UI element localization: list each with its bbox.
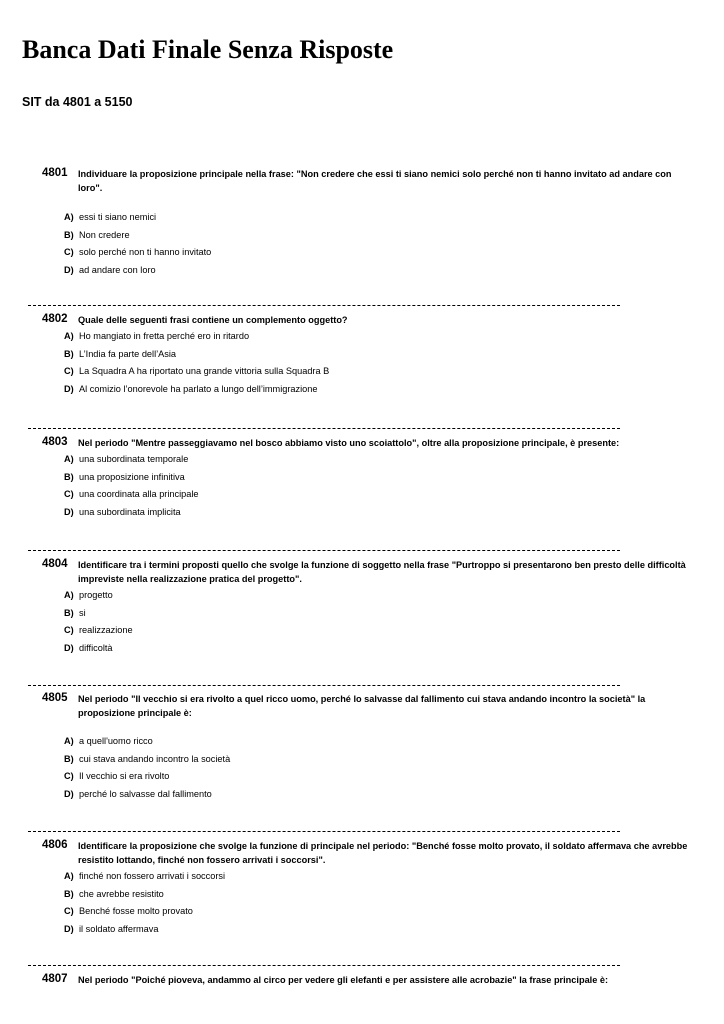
question-number: 4802 [42, 313, 68, 325]
option-letter: D) [64, 788, 74, 799]
option-letter: C) [64, 247, 74, 257]
option-letter: C) [64, 771, 74, 781]
option-c [28, 622, 698, 640]
document-title: Banca Dati Finale Senza Risposte [22, 35, 394, 64]
question-4801 [28, 167, 698, 279]
option-text: perché lo salvasse dal fallimento [79, 788, 212, 799]
option-text: realizzazione [79, 625, 133, 635]
question-separator [28, 685, 620, 687]
question-4802 [28, 313, 698, 398]
option-text: che avrebbe resistito [79, 888, 164, 899]
question-header [28, 313, 698, 327]
option-text: L’India fa parte dell’Asia [79, 348, 177, 359]
option-letter: A) [64, 736, 74, 746]
option-letter: A) [64, 454, 74, 464]
option-text: una subordinata temporale [79, 454, 189, 464]
option-letter: B) [64, 607, 74, 618]
option-text: una coordinata alla principale [79, 489, 199, 499]
option-b [28, 751, 698, 769]
question-header [28, 558, 698, 586]
option-c [28, 486, 698, 504]
question-separator [28, 831, 620, 833]
option-letter: D) [64, 383, 74, 394]
option-c [28, 768, 698, 786]
option-list [28, 733, 698, 803]
question-separator [28, 305, 620, 307]
option-d [28, 640, 698, 658]
option-letter: D) [64, 506, 74, 517]
question-text: Individuare la proposizione principale nella frase: "Non credere che essi ti siano nemici solo perché non ti hanno invitato ad andare con loro". [78, 169, 672, 193]
option-d [28, 921, 698, 939]
option-text: difficoltà [79, 642, 113, 653]
option-a [28, 587, 698, 605]
option-text: essi ti siano nemici [79, 212, 157, 222]
option-letter: B) [64, 471, 74, 482]
question-4805 [28, 692, 698, 803]
option-text: ad andare con loro [79, 264, 156, 275]
option-letter: A) [64, 331, 74, 341]
option-c [28, 244, 698, 262]
option-list [28, 587, 698, 657]
question-text: Nel periodo "Il vecchio si era rivolto a quel ricco uomo, perché lo salvasse dal fallimento cui stava andando incontro la società" la proposizione principale è: [78, 694, 646, 718]
option-a [28, 451, 698, 469]
question-separator [28, 965, 620, 967]
option-text: Il vecchio si era rivolto [79, 771, 170, 781]
option-list [28, 209, 698, 279]
question-header [28, 692, 698, 720]
option-letter: B) [64, 348, 74, 359]
question-header [28, 839, 698, 867]
option-text: solo perché non ti hanno invitato [79, 247, 212, 257]
option-d [28, 786, 698, 804]
option-letter: C) [64, 906, 74, 916]
option-text: il soldato affermava [79, 923, 159, 934]
option-letter: D) [64, 642, 74, 653]
option-text: progetto [79, 590, 113, 600]
question-header [28, 436, 698, 450]
option-letter: D) [64, 264, 74, 275]
option-letter: C) [64, 489, 74, 499]
option-text: cui stava andando incontro la società [79, 753, 231, 764]
option-list [28, 328, 698, 398]
option-text: una proposizione infinitiva [79, 471, 185, 482]
question-number: 4803 [42, 436, 68, 448]
option-letter: A) [64, 590, 74, 600]
question-4803 [28, 436, 698, 521]
question-header [28, 973, 698, 987]
question-number: 4806 [42, 839, 68, 851]
option-a [28, 733, 698, 751]
question-text: Identificare tra i termini proposti quello che svolge la funzione di soggetto nella frase "Purtroppo si presentarono ben presto delle difficoltà impreviste nella realizzazione pratica del progetto". [78, 560, 686, 584]
question-number: 4801 [42, 167, 68, 179]
question-text: Nel periodo "Poiché pioveva, andammo al circo per vedere gli elefanti e per assistere alle acrobazie" la frase principale è: [78, 975, 609, 985]
option-text: Benché fosse molto provato [79, 906, 193, 916]
option-letter: D) [64, 923, 74, 934]
option-letter: B) [64, 753, 74, 764]
option-text: Al comizio l’onorevole ha parlato a lungo dell’immigrazione [79, 383, 318, 394]
question-number: 4804 [42, 558, 68, 570]
option-letter: C) [64, 625, 74, 635]
question-separator [28, 428, 620, 430]
option-b [28, 605, 698, 623]
question-text: Quale delle seguenti frasi contiene un complemento oggetto? [78, 315, 348, 325]
question-number: 4805 [42, 692, 68, 704]
option-d [28, 262, 698, 280]
question-text: Identificare la proposizione che svolge la funzione di principale nel periodo: "Benché fosse molto provato, il soldato affermava che avrebbe resistito lottando, finché non fossero arrivati i soccorsi". [78, 841, 688, 865]
option-letter: A) [64, 212, 74, 222]
option-d [28, 504, 698, 522]
option-text: La Squadra A ha riportato una grande vittoria sulla Squadra B [79, 366, 330, 376]
option-letter: B) [64, 229, 74, 240]
option-text: a quell'uomo ricco [79, 736, 153, 746]
option-text: una subordinata implicita [79, 506, 181, 517]
option-letter: B) [64, 888, 74, 899]
option-text: Non credere [79, 229, 130, 240]
document-subtitle: SIT da 4801 a 5150 [22, 95, 133, 109]
option-text: si [79, 607, 86, 618]
question-separator [28, 550, 620, 552]
option-c [28, 903, 698, 921]
question-4804 [28, 558, 698, 657]
option-a [28, 868, 698, 886]
option-letter: A) [64, 871, 74, 881]
option-b [28, 346, 698, 364]
option-b [28, 886, 698, 904]
question-4807 [28, 973, 698, 987]
option-d [28, 381, 698, 399]
question-header [28, 167, 698, 195]
option-a [28, 209, 698, 227]
question-text: Nel periodo "Mentre passeggiavamo nel bosco abbiamo visto uno scoiattolo", oltre alla proposizione principale, è presente: [78, 438, 620, 448]
option-letter: C) [64, 366, 74, 376]
option-text: finché non fossero arrivati i soccorsi [79, 871, 226, 881]
option-list [28, 868, 698, 938]
option-a [28, 328, 698, 346]
option-b [28, 469, 698, 487]
option-c [28, 363, 698, 381]
question-4806 [28, 839, 698, 938]
option-b [28, 227, 698, 245]
option-list [28, 451, 698, 521]
question-number: 4807 [42, 973, 68, 985]
option-text: Ho mangiato in fretta perché ero in ritardo [79, 331, 250, 341]
